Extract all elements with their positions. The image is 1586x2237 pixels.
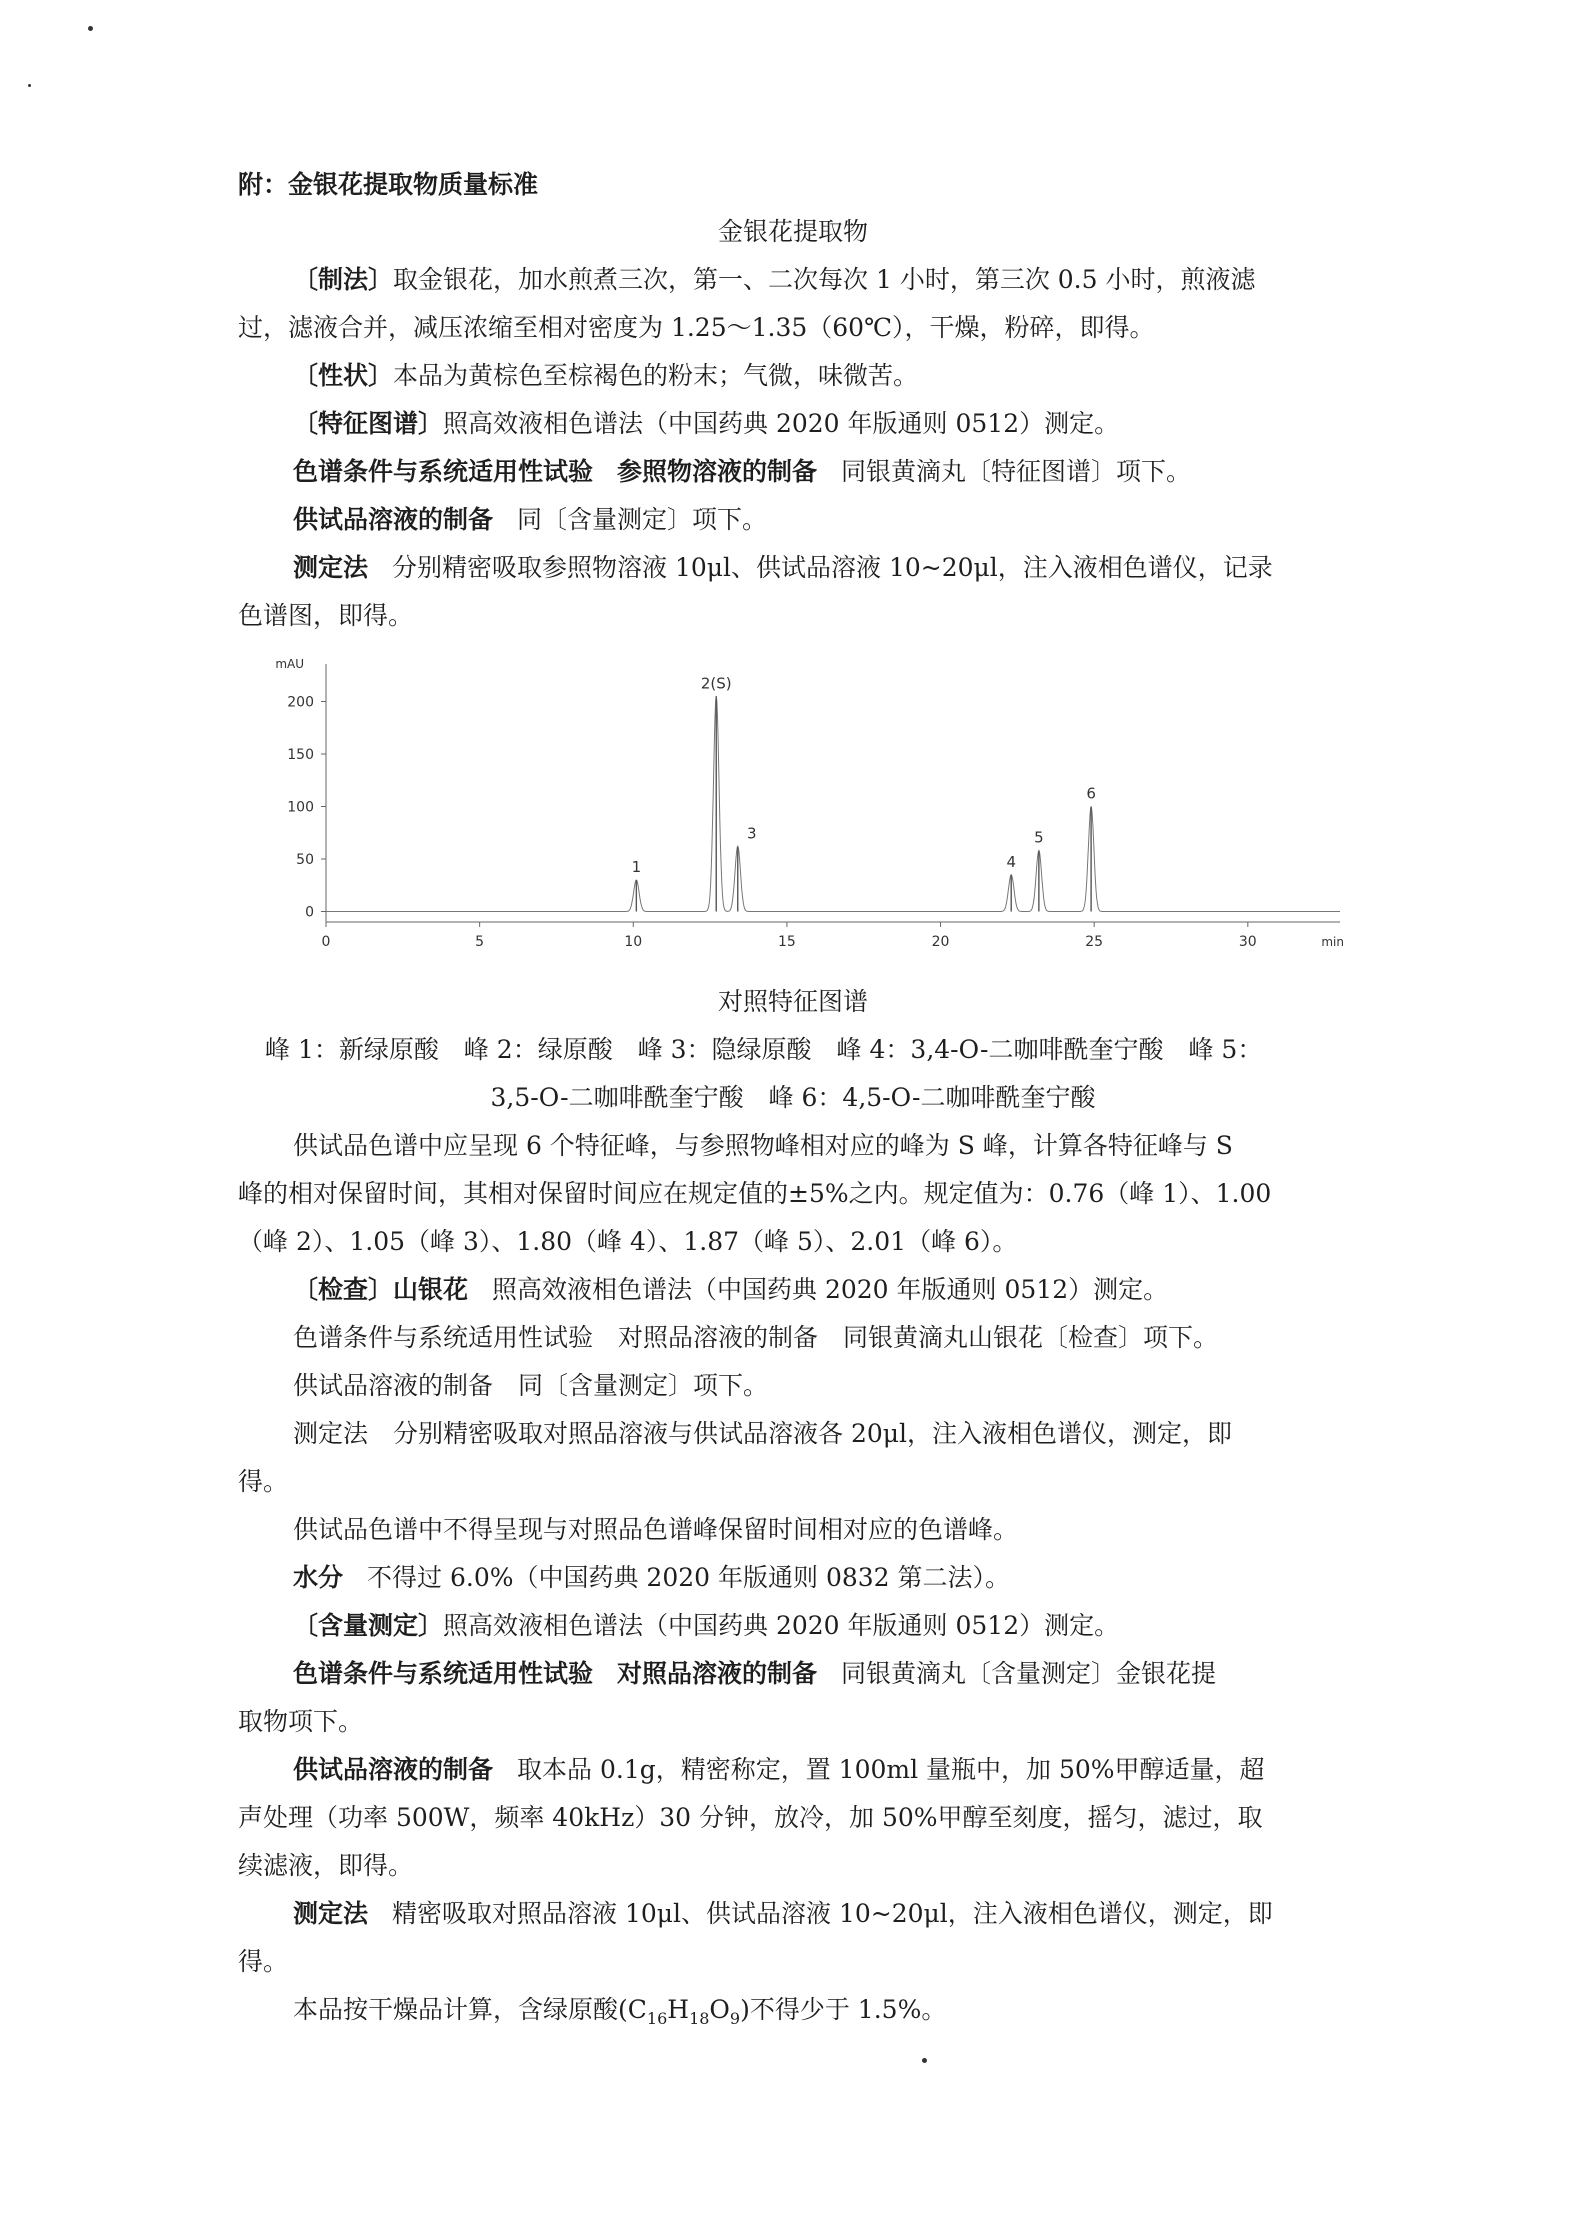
chromatogram-trace [326, 696, 1340, 911]
fingerprint-cond-label: 色谱条件与系统适用性试验 [293, 457, 594, 486]
assay-method-line-2: 得。 [238, 1947, 289, 1976]
assay-method-text: 精密吸取对照品溶液 10μl、供试品溶液 10~20μl，注入液相色谱仪，测定，即 [392, 1899, 1273, 1928]
chromatogram-svg [250, 650, 1360, 970]
check-requirement: 供试品色谱中不得呈现与对照品色谱峰保留时间相对应的色谱峰。 [293, 1515, 1019, 1544]
fingerprint-method-line-1 [293, 551, 1273, 585]
properties-label: 〔性状〕 [293, 361, 394, 390]
check-method-line-1: 测定法 分别精密吸取对照品溶液与供试品溶液各 20μl，注入液相色谱仪，测定，即 [293, 1419, 1233, 1448]
x-tick-label: 10 [624, 934, 643, 950]
product-title: 金银花提取物 [717, 217, 868, 246]
y-tick-label: 50 [296, 852, 314, 868]
chromatogram [250, 650, 1360, 970]
fingerprint-line [293, 407, 1119, 441]
preparation-line-1 [293, 263, 1255, 297]
peak-label-5: 5 [1034, 828, 1044, 847]
x-tick-label: 30 [1238, 934, 1257, 950]
assay-line [293, 1609, 1119, 1643]
appendix-title: 附：金银花提取物质量标准 [238, 170, 539, 199]
fingerprint-method-line-2: 色谱图，即得。 [238, 601, 414, 630]
properties-line [293, 359, 918, 393]
peak-legend-line-1: 峰 1：新绿原酸 峰 2：绿原酸 峰 3：隐绿原酸 峰 4：3,4-O-二咖啡酰奎宁酸 峰 5： [265, 1035, 1263, 1064]
fingerprint-req-line-3: （峰 2）、1.05（峰 3）、1.80（峰 4）、1.87（峰 5）、2.01（峰 6）。 [238, 1227, 1018, 1256]
fingerprint-ref-label: 参照物溶液的制备 [617, 457, 818, 486]
moisture-line [293, 1561, 1010, 1595]
preparation-label: 〔制法〕 [293, 265, 394, 294]
x-tick-label: 0 [321, 934, 331, 950]
moisture-text: 不得过 6.0%（中国药典 2020 年版通则 0832 第二法）。 [367, 1563, 1011, 1592]
assay-cond-text: 同银黄滴丸〔含量测定〕金银花提 [841, 1659, 1217, 1688]
peak-label-3: 3 [746, 824, 757, 843]
check-conditions: 色谱条件与系统适用性试验 对照品溶液的制备 同银黄滴丸山银花〔检查〕项下。 [293, 1323, 1219, 1352]
properties-text: 本品为黄棕色至棕褐色的粉末；气微，味微苦。 [393, 361, 919, 390]
fingerprint-label: 〔特征图谱〕 [293, 409, 444, 438]
preparation-line-2: 过，滤液合并，减压浓缩至相对密度为 1.25～1.35（60℃），干燥，粉碎，即得。 [238, 313, 1155, 342]
check-label: 〔检查〕山银花 [293, 1275, 469, 1304]
x-tick-label: 20 [931, 934, 950, 950]
formula-sub-o: 9 [729, 2009, 741, 2028]
assay-sample-label: 供试品溶液的制备 [293, 1755, 494, 1784]
peak-label-6: 6 [1086, 784, 1096, 803]
preparation-text: 取金银花，加水煎煮三次，第一、二次每次 1 小时，第三次 0.5 小时，煎液滤 [393, 265, 1256, 294]
y-tick-label: 100 [287, 799, 314, 816]
fingerprint-req-line-2: 峰的相对保留时间，其相对保留时间应在规定值的±5%之内。规定值为：0.76（峰 1）、1.00 [238, 1179, 1272, 1208]
assay-final-post: )不得少于 1.5%。 [740, 1995, 947, 2024]
x-tick-label: 25 [1085, 934, 1104, 950]
fingerprint-cond-text: 同银黄滴丸〔特征图谱〕项下。 [841, 457, 1192, 486]
fingerprint-method-text: 分别精密吸取参照物溶液 10μl、供试品溶液 10~20μl，注入液相色谱仪，记录 [392, 553, 1273, 582]
check-text: 照高效液相色谱法（中国药典 2020 年版通则 0512）测定。 [492, 1275, 1169, 1304]
assay-sample-text: 取本品 0.1g，精密称定，置 100ml 量瓶中，加 50%甲醇适量，超 [517, 1755, 1265, 1784]
assay-final-requirement [293, 1993, 946, 2036]
fingerprint-method-label: 测定法 [293, 553, 369, 582]
formula-h: H [667, 1995, 690, 2024]
check-sample: 供试品溶液的制备 同〔含量测定〕项下。 [293, 1371, 769, 1400]
formula-o: O [709, 1995, 730, 2024]
x-axis-label: min [1321, 935, 1344, 949]
assay-label: 〔含量测定〕 [293, 1611, 444, 1640]
fingerprint-sample-label: 供试品溶液的制备 [293, 505, 494, 534]
check-method-line-2: 得。 [238, 1467, 289, 1496]
assay-ref-label: 对照品溶液的制备 [617, 1659, 818, 1688]
x-tick-label: 5 [475, 934, 485, 950]
fingerprint-sample [293, 503, 767, 537]
formula-sub-h: 18 [689, 2009, 710, 2028]
assay-final-pre: 本品按干燥品计算，含绿原酸(C [293, 1995, 647, 2024]
scan-speck [88, 26, 93, 31]
assay-sample-line-1 [293, 1753, 1265, 1787]
assay-sample-line-3: 续滤液，即得。 [238, 1851, 414, 1880]
check-line [293, 1273, 1168, 1307]
x-tick-label: 15 [777, 934, 796, 950]
formula-sub-c: 16 [646, 2009, 668, 2028]
assay-method-label: 测定法 [293, 1899, 369, 1928]
assay-cond-label: 色谱条件与系统适用性试验 [293, 1659, 594, 1688]
y-tick-label: 150 [287, 747, 314, 763]
y-tick-label: 0 [305, 904, 314, 921]
scan-speck [922, 2058, 927, 2063]
chart-caption: 对照特征图谱 [717, 987, 868, 1016]
assay-method-line-1 [293, 1897, 1273, 1931]
peak-label-2: 2(S) [700, 674, 732, 693]
y-tick-label: 200 [287, 694, 314, 711]
moisture-label: 水分 [293, 1563, 344, 1592]
peak-label-4: 4 [1006, 852, 1016, 871]
assay-conditions-line-1 [293, 1657, 1216, 1691]
fingerprint-sample-text: 同〔含量测定〕项下。 [517, 505, 768, 534]
fingerprint-text: 照高效液相色谱法（中国药典 2020 年版通则 0512）测定。 [443, 409, 1120, 438]
fingerprint-req-line-1: 供试品色谱中应呈现 6 个特征峰，与参照物峰相对应的峰为 S 峰，计算各特征峰与 S [293, 1131, 1233, 1160]
scan-speck [28, 84, 31, 87]
assay-conditions-line-2: 取物项下。 [238, 1707, 364, 1736]
peak-label-1: 1 [631, 858, 642, 876]
assay-text: 照高效液相色谱法（中国药典 2020 年版通则 0512）测定。 [443, 1611, 1120, 1640]
y-axis-label: mAU [275, 657, 304, 671]
fingerprint-conditions [293, 455, 1191, 489]
peak-legend-line-2: 3,5-O-二咖啡酰奎宁酸 峰 6：4,5-O-二咖啡酰奎宁酸 [490, 1083, 1096, 1112]
assay-sample-line-2: 声处理（功率 500W，频率 40kHz）30 分钟，放冷，加 50%甲醇至刻度，摇匀，滤过，取 [238, 1803, 1263, 1832]
